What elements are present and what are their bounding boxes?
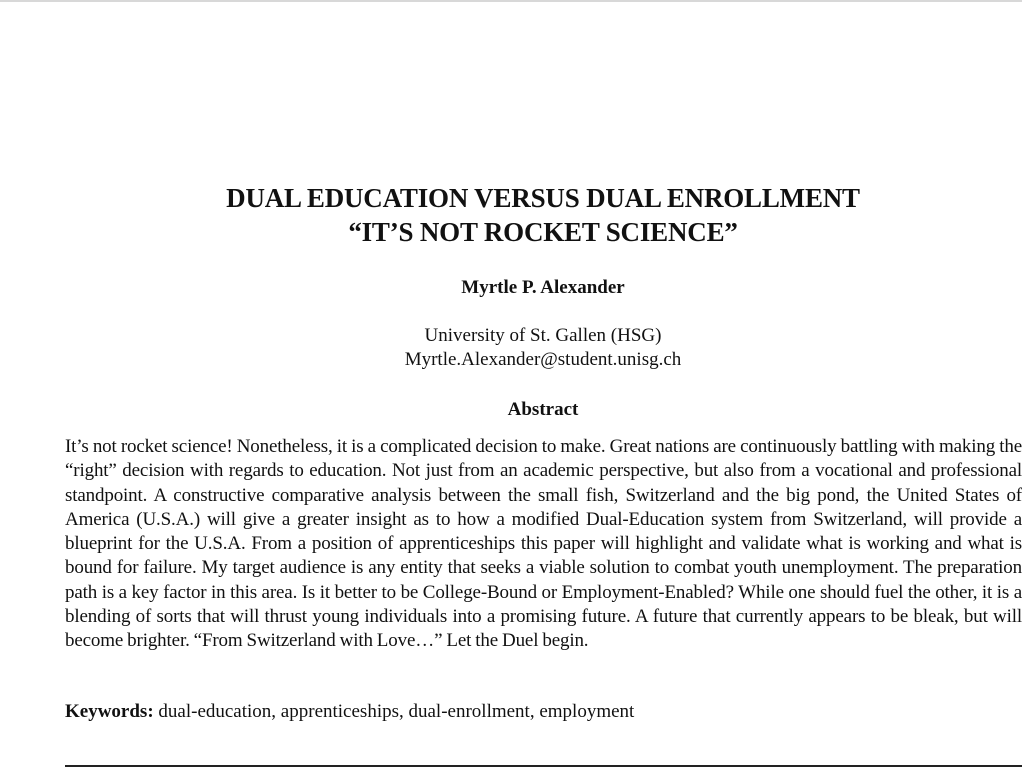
author-name: Myrtle P. Alexander xyxy=(461,277,625,298)
title-line-2: “IT’S NOT ROCKET SCIENCE” xyxy=(348,217,738,247)
keywords-line xyxy=(65,700,1005,724)
abstract-heading: Abstract xyxy=(507,399,579,420)
title-line-1: DUAL EDUCATION VERSUS DUAL ENROLLMENT xyxy=(226,183,860,213)
keywords-list: dual-education, apprenticeships, dual-enrollment, employment xyxy=(158,701,635,722)
keywords-label: Keywords: xyxy=(65,701,154,722)
author-affiliation-block xyxy=(0,324,1022,372)
section-divider xyxy=(65,765,1022,767)
affiliation: University of St. Gallen (HSG) xyxy=(424,325,662,346)
author-email: Myrtle.Alexander@student.unisg.ch xyxy=(404,349,682,370)
paper-title xyxy=(0,181,1022,249)
abstract-body: It’s not rocket science! Nonetheless, it is a complicated decision to make. Great nations are continuously battling with making the “right” decision with regards to education. Not just from an academic perspective, but also from a vocational and professional standpoint. A constructive comparative analysis between the small fish, Switzerland and the big pond, the United States of America (U.S.A.) will give a greater insight as to how a modified Dual-Education system from Switzerland, will provide a blueprint for the U.S.A. From a position of apprenticeships this paper will highlight and validate what is working and what is bound for failure. My target audience is any entity that seeks a viable solution to combat youth unemployment. The preparation path is a key factor in this area. Is it better to be College-Bound or Employment-Enabled? While one should fuel the other, it is a blending of sorts that will thrust young individuals into a promising future. A future that currently appears to be bleak, but will become brighter. “From Switzerland with Love…” Let the Duel begin. xyxy=(65,436,1022,652)
